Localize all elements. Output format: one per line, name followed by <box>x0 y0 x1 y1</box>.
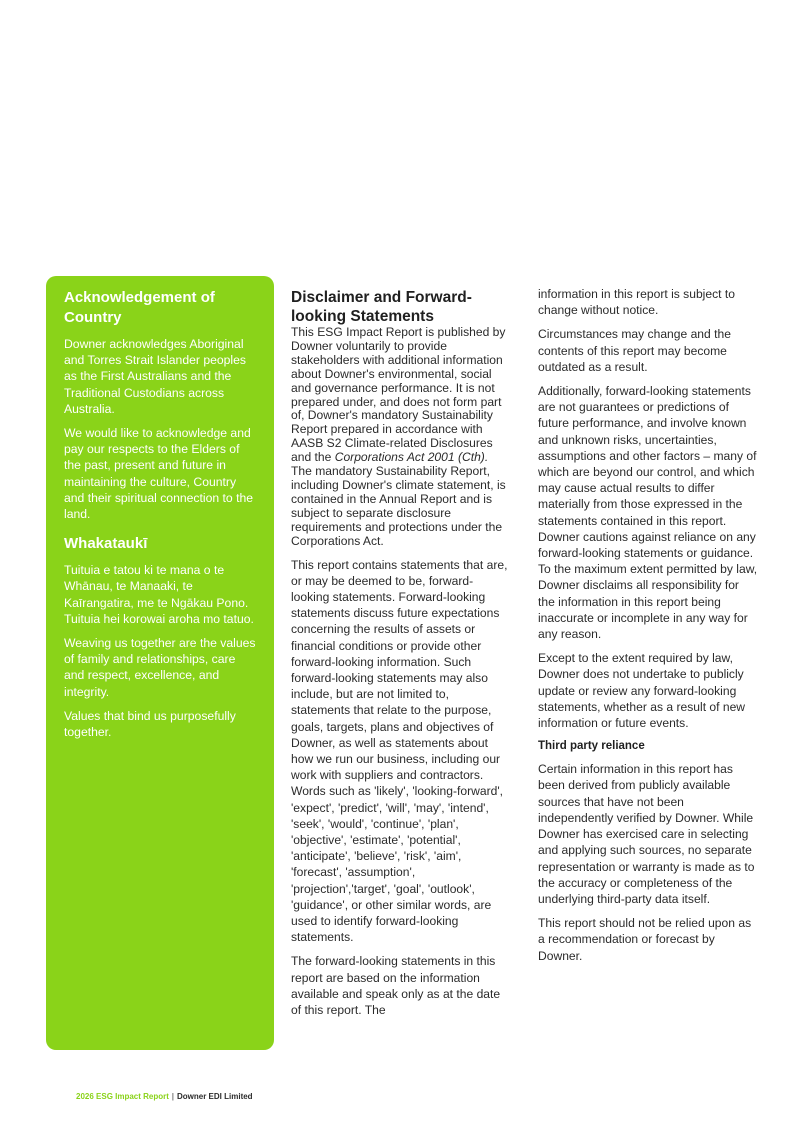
disclaimer-column <box>291 288 511 1026</box>
acknowledgement-paragraph: Downer acknowledges Aboriginal and Torres Strait Islander peoples as the First Australians and the Traditional Custodians across Australia. <box>64 337 247 416</box>
whakatauki-title: Whakataukī <box>64 535 148 553</box>
whakatauki-english: Weaving us together are the values of family and relationships, care and respect, excellence, and integrity. <box>64 636 256 699</box>
page-footer <box>76 1092 253 1102</box>
footer-company-name: Downer EDI Limited <box>177 1092 253 1101</box>
disclaimer-text: This ESG Impact Report is published by Downer voluntarily to provide stakeholders with additional information about Downer's environmental, social and governance performance. It is not prepared under, and does not form part of, Downer's mandatory Sustainability Report prepared in accordance with AASB S2 Climate-related Disclosures and the <box>291 325 506 465</box>
recommendation-paragraph: This report should not be relied upon as a recommendation or forecast by Downer. <box>538 916 752 963</box>
acknowledgement-paragraph: We would like to acknowledge and pay our respects to the Elders of the past, present and future in maintaining the culture, Country and their spiritual connection to the land. <box>64 426 254 522</box>
guarantees-paragraph: Additionally, forward-looking statements are not guarantees or predictions of future performance, and involve known and unknown risks, uncertainties, assumptions and other factors – many of which are beyond our control, and which may cause actual results to differ materially from those expressed in the statements contained in this report. Downer cautions against reliance on any forward-looking statements or guidance. To the maximum extent permitted by law, Downer disclaims all responsibility for the information in this report being inaccurate or incomplete in any way for any reason. <box>538 384 758 642</box>
corporations-act-citation: Corporations Act 2001 (Cth). <box>334 450 489 465</box>
whakatauki-closing: Values that bind us purposefully together. <box>64 708 236 740</box>
disclaimer-paragraph <box>291 326 511 549</box>
forward-looking-paragraph: The forward-looking statements in this report are based on the information available and speak only as at the date of this report. The <box>291 954 501 1017</box>
third-party-paragraph: Certain information in this report has been derived from publicly available sources that have not been independently verified by Downer. While Downer has exercised care in selecting and applying such sources, no separate representation or warranty is made as to the accuracy or completeness of the underlying third-party data itself. <box>538 762 755 906</box>
third-party-heading: Third party reliance <box>538 740 645 753</box>
disclaimer-text: The mandatory Sustainability Report, including Downer's climate statement, is contained in the Annual Report and is subject to separate disclosure requirements and protections under the Corporations Act. <box>291 464 506 548</box>
disclaimer-title: Disclaimer and Forward-looking Statements <box>291 289 472 325</box>
acknowledgement-panel <box>46 276 274 1050</box>
forward-looking-paragraph: This report contains statements that are, or may be deemed to be, forward-looking statements. Forward-looking statements discuss future expectations concerning the results of assets or financial conditions or provide other forward-looking information. Such forward-looking statements may also include, but are not limited to, statements that relate to the purpose, goals, targets, plans and objectives of Downer, as well as statements about how we run our business, including our work with suppliers and contractors. Words such as 'likely', 'looking-forward', 'expect', 'predict', 'will', 'may', 'intend', 'seek', 'would', 'continue', 'plan', 'objective', 'estimate', 'potential', 'anticipate', 'believe', 'risk', 'aim', 'forecast', 'assumption', 'projection','target', 'goal', 'outlook', 'guidance', or other similar words, are used to identify forward-looking statements. <box>291 557 508 945</box>
footer-separator: | <box>171 1092 174 1101</box>
whakatauki-maori: Tuituia e tatou ki te mana o te Whānau, te Manaaki, te Kaīrangatira, me te Ngākau Pono. Tuituia hei korowai aroha mo tatuo. <box>64 563 254 626</box>
update-paragraph: Except to the extent required by law, Downer does not undertake to publicly update or review any forward-looking statements, whether as a result of new information or future events. <box>538 651 746 731</box>
disclaimer-continued-column <box>538 286 758 972</box>
circumstances-paragraph: Circumstances may change and the contents of this report may become outdated as a result. <box>538 327 731 374</box>
acknowledgement-title: Acknowledgement of Country <box>64 289 215 326</box>
continued-paragraph: information in this report is subject to change without notice. <box>538 287 735 318</box>
footer-report-name: 2026 ESG Impact Report <box>76 1092 169 1101</box>
